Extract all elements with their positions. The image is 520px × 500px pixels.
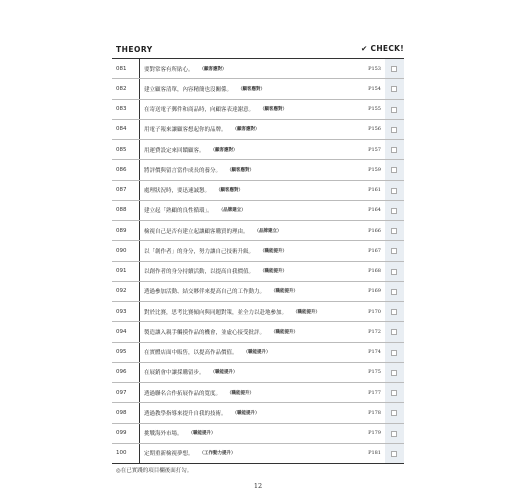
row-text bbox=[144, 424, 344, 443]
column-divider bbox=[139, 241, 140, 260]
column-divider bbox=[139, 140, 140, 159]
row-number: 083 bbox=[116, 106, 127, 113]
table-row bbox=[112, 322, 404, 342]
row-number: 099 bbox=[116, 430, 127, 437]
row-text bbox=[144, 140, 344, 159]
checkbox[interactable] bbox=[391, 107, 397, 113]
theory-text: 透過聯名合作拓展作品的寬度。 bbox=[144, 390, 222, 397]
page-reference: P175 bbox=[368, 369, 381, 376]
page-reference: P153 bbox=[368, 65, 381, 72]
row-text bbox=[144, 262, 344, 281]
check-cell bbox=[385, 201, 404, 220]
theory-text: 處理狀況時，要迅速誠懇。 bbox=[144, 188, 211, 195]
row-number: 091 bbox=[116, 268, 127, 275]
column-divider bbox=[139, 120, 140, 139]
theory-text: 建立顧客清單，內容精簡也沒關係。 bbox=[144, 86, 233, 93]
row-number: 082 bbox=[116, 85, 127, 92]
row-number: 088 bbox=[116, 207, 127, 214]
page-reference: P161 bbox=[368, 187, 381, 194]
theory-text: 定期重新檢視夢想。 bbox=[144, 451, 194, 458]
theory-text: 用電子報來讓顧客想起你的品牌。 bbox=[144, 127, 227, 134]
page-reference: P166 bbox=[368, 227, 381, 234]
table-row bbox=[112, 79, 404, 99]
check-cell bbox=[385, 181, 404, 200]
check-cell bbox=[385, 59, 404, 78]
table-row bbox=[112, 241, 404, 261]
row-number: 089 bbox=[116, 227, 127, 234]
theory-text: 透過參加活動、結交夥伴來提高自己的工作動力。 bbox=[144, 289, 266, 296]
table-row bbox=[112, 100, 404, 120]
column-divider bbox=[139, 424, 140, 443]
check-cell bbox=[385, 100, 404, 119]
theory-text: 在實體店面中販售，以提高作品價值。 bbox=[144, 350, 238, 357]
table-row bbox=[112, 363, 404, 383]
table-row bbox=[112, 444, 404, 464]
check-cell bbox=[385, 282, 404, 301]
row-number: 090 bbox=[116, 247, 127, 254]
row-number: 095 bbox=[116, 349, 127, 356]
category-tag: （職能提升） bbox=[271, 289, 299, 295]
row-number: 098 bbox=[116, 409, 127, 416]
category-tag: （職能提升） bbox=[188, 431, 216, 437]
checkbox[interactable] bbox=[391, 66, 397, 72]
checklist-page bbox=[112, 0, 404, 500]
checkbox[interactable] bbox=[391, 228, 397, 234]
category-tag: （職能提升） bbox=[243, 350, 271, 356]
row-text bbox=[144, 302, 344, 321]
row-text bbox=[144, 444, 344, 463]
column-divider bbox=[139, 262, 140, 281]
category-tag: （職能提升） bbox=[210, 370, 238, 376]
checkbox[interactable] bbox=[391, 289, 397, 295]
theory-text: 用運費設定來回饋顧客。 bbox=[144, 147, 205, 154]
theory-text: 要對常客有所貼心。 bbox=[144, 66, 194, 73]
check-cell bbox=[385, 403, 404, 422]
theory-text: 在展銷會中讓採購留步。 bbox=[144, 370, 205, 377]
page-reference: P154 bbox=[368, 85, 381, 92]
row-number: 085 bbox=[116, 146, 127, 153]
check-cell bbox=[385, 160, 404, 179]
checkbox[interactable] bbox=[391, 329, 397, 335]
row-text bbox=[144, 201, 344, 220]
checkbox[interactable] bbox=[391, 147, 397, 153]
row-text bbox=[144, 383, 344, 402]
table-row bbox=[112, 343, 404, 363]
table-row bbox=[112, 140, 404, 160]
checkbox[interactable] bbox=[391, 309, 397, 315]
row-text bbox=[144, 79, 344, 98]
checkbox[interactable] bbox=[391, 167, 397, 173]
table-row bbox=[112, 383, 404, 403]
row-text bbox=[144, 282, 344, 301]
page-reference: P157 bbox=[368, 146, 381, 153]
checkbox[interactable] bbox=[391, 188, 397, 194]
checkbox[interactable] bbox=[391, 451, 397, 457]
theory-text: 將評價與留言當作成長的養分。 bbox=[144, 167, 222, 174]
row-text bbox=[144, 120, 344, 139]
row-number: 096 bbox=[116, 369, 127, 376]
row-text bbox=[144, 59, 344, 78]
row-text bbox=[144, 181, 344, 200]
check-cell bbox=[385, 424, 404, 443]
check-cell bbox=[385, 343, 404, 362]
page-reference: P170 bbox=[368, 308, 381, 315]
page-reference: P174 bbox=[368, 349, 381, 356]
page-reference: P172 bbox=[368, 328, 381, 335]
category-tag: （顧客應對） bbox=[260, 107, 288, 113]
checkbox[interactable] bbox=[391, 390, 397, 396]
category-tag: （職能提升） bbox=[293, 309, 321, 315]
table-header bbox=[112, 42, 404, 59]
theory-text: 在寄送電子郵件和商品時，向顧客表達謝意。 bbox=[144, 107, 255, 114]
page-reference: P181 bbox=[368, 450, 381, 457]
checkbox[interactable] bbox=[391, 431, 397, 437]
table-row bbox=[112, 201, 404, 221]
check-cell bbox=[385, 140, 404, 159]
column-divider bbox=[139, 322, 140, 341]
theory-text: 以「創作者」的身分，努力讓自己技術升級。 bbox=[144, 248, 255, 255]
row-text bbox=[144, 160, 344, 179]
column-divider bbox=[139, 363, 140, 382]
checkmark-icon: ✔ bbox=[361, 44, 368, 53]
category-tag: （顧客應對） bbox=[210, 147, 238, 153]
page-reference: P169 bbox=[368, 288, 381, 295]
column-divider bbox=[139, 79, 140, 98]
row-number: 093 bbox=[116, 308, 127, 315]
page-reference: P164 bbox=[368, 207, 381, 214]
category-tag: （顧客應對） bbox=[238, 86, 266, 92]
category-tag: （品牌建立） bbox=[218, 208, 246, 214]
page-reference: P167 bbox=[368, 247, 381, 254]
column-divider bbox=[139, 403, 140, 422]
theory-heading: THEORY bbox=[116, 45, 153, 54]
row-number: 084 bbox=[116, 126, 127, 133]
page-reference: P178 bbox=[368, 409, 381, 416]
table-row bbox=[112, 262, 404, 282]
page-reference: P179 bbox=[368, 430, 381, 437]
category-tag: （工作動力提升） bbox=[199, 451, 236, 457]
row-number: 092 bbox=[116, 288, 127, 295]
column-divider bbox=[139, 160, 140, 179]
category-tag: （顧客應對） bbox=[216, 188, 244, 194]
check-cell bbox=[385, 322, 404, 341]
page-reference: P168 bbox=[368, 268, 381, 275]
table-row bbox=[112, 282, 404, 302]
category-tag: （顧客應對） bbox=[232, 127, 260, 133]
row-number: 097 bbox=[116, 389, 127, 396]
check-cell bbox=[385, 444, 404, 463]
column-divider bbox=[139, 181, 140, 200]
footnote: ◎在已實踐的項目欄後面打勾。 bbox=[116, 468, 193, 474]
table-row bbox=[112, 403, 404, 423]
column-divider bbox=[139, 201, 140, 220]
row-number: 100 bbox=[116, 450, 127, 457]
checkbox[interactable] bbox=[391, 127, 397, 133]
column-divider bbox=[139, 343, 140, 362]
row-text bbox=[144, 343, 344, 362]
check-cell bbox=[385, 262, 404, 281]
page-reference: P159 bbox=[368, 166, 381, 173]
column-divider bbox=[139, 302, 140, 321]
category-tag: （職能提升） bbox=[260, 269, 288, 275]
check-heading bbox=[361, 44, 404, 53]
check-cell bbox=[385, 120, 404, 139]
table-row bbox=[112, 221, 404, 241]
row-number: 094 bbox=[116, 328, 127, 335]
category-tag: （職能提升） bbox=[271, 329, 299, 335]
row-number: 081 bbox=[116, 65, 127, 72]
category-tag: （顧客應對） bbox=[199, 66, 227, 72]
row-text bbox=[144, 241, 344, 260]
theory-text: 以創作者的身分持續活動，以提高自我價值。 bbox=[144, 269, 255, 276]
check-heading-label: CHECK! bbox=[370, 44, 404, 53]
checkbox[interactable] bbox=[391, 410, 397, 416]
checkbox[interactable] bbox=[391, 269, 397, 275]
check-cell bbox=[385, 241, 404, 260]
column-divider bbox=[139, 282, 140, 301]
row-text bbox=[144, 221, 344, 240]
column-divider bbox=[139, 444, 140, 463]
page-number: 12 bbox=[253, 482, 263, 490]
column-divider bbox=[139, 221, 140, 240]
theory-text: 對於比賽，思考比賽傾向與同題對策，並全力以赴地參加。 bbox=[144, 309, 288, 316]
row-number: 087 bbox=[116, 187, 127, 194]
column-divider bbox=[139, 100, 140, 119]
checkbox[interactable] bbox=[391, 350, 397, 356]
theory-text: 檢視自己是否有建立起讓顧客購買的理由。 bbox=[144, 228, 249, 235]
table-row bbox=[112, 424, 404, 444]
category-tag: （職能提升） bbox=[227, 390, 255, 396]
theory-text: 製造讓入親手觸摸作品的機會，並虛心接受批評。 bbox=[144, 329, 266, 336]
row-text bbox=[144, 322, 344, 341]
check-cell bbox=[385, 383, 404, 402]
row-number: 086 bbox=[116, 166, 127, 173]
column-divider bbox=[139, 59, 140, 78]
checkbox[interactable] bbox=[391, 86, 397, 92]
category-tag: （品牌建立） bbox=[254, 228, 282, 234]
table-row bbox=[112, 59, 404, 79]
page-reference: P156 bbox=[368, 126, 381, 133]
column-divider bbox=[139, 383, 140, 402]
checkbox[interactable] bbox=[391, 370, 397, 376]
table-row bbox=[112, 181, 404, 201]
category-tag: （職能提升） bbox=[260, 248, 288, 254]
checkbox[interactable] bbox=[391, 208, 397, 214]
row-text bbox=[144, 403, 344, 422]
page-reference: P177 bbox=[368, 389, 381, 396]
check-cell bbox=[385, 221, 404, 240]
theory-text: 透過教學指導來提升自我的技術。 bbox=[144, 410, 227, 417]
table-row bbox=[112, 120, 404, 140]
theory-table bbox=[112, 59, 404, 464]
table-row bbox=[112, 302, 404, 322]
check-cell bbox=[385, 79, 404, 98]
check-cell bbox=[385, 302, 404, 321]
row-text bbox=[144, 363, 344, 382]
table-row bbox=[112, 160, 404, 180]
row-text bbox=[144, 100, 344, 119]
theory-text: 建立起「熟顧的良性循環」。 bbox=[144, 208, 213, 215]
check-cell bbox=[385, 363, 404, 382]
page-reference: P155 bbox=[368, 106, 381, 113]
theory-text: 挑戰海外市場。 bbox=[144, 431, 183, 438]
checkbox[interactable] bbox=[391, 248, 397, 254]
category-tag: （顧客應對） bbox=[227, 167, 255, 173]
category-tag: （職能提升） bbox=[232, 410, 260, 416]
